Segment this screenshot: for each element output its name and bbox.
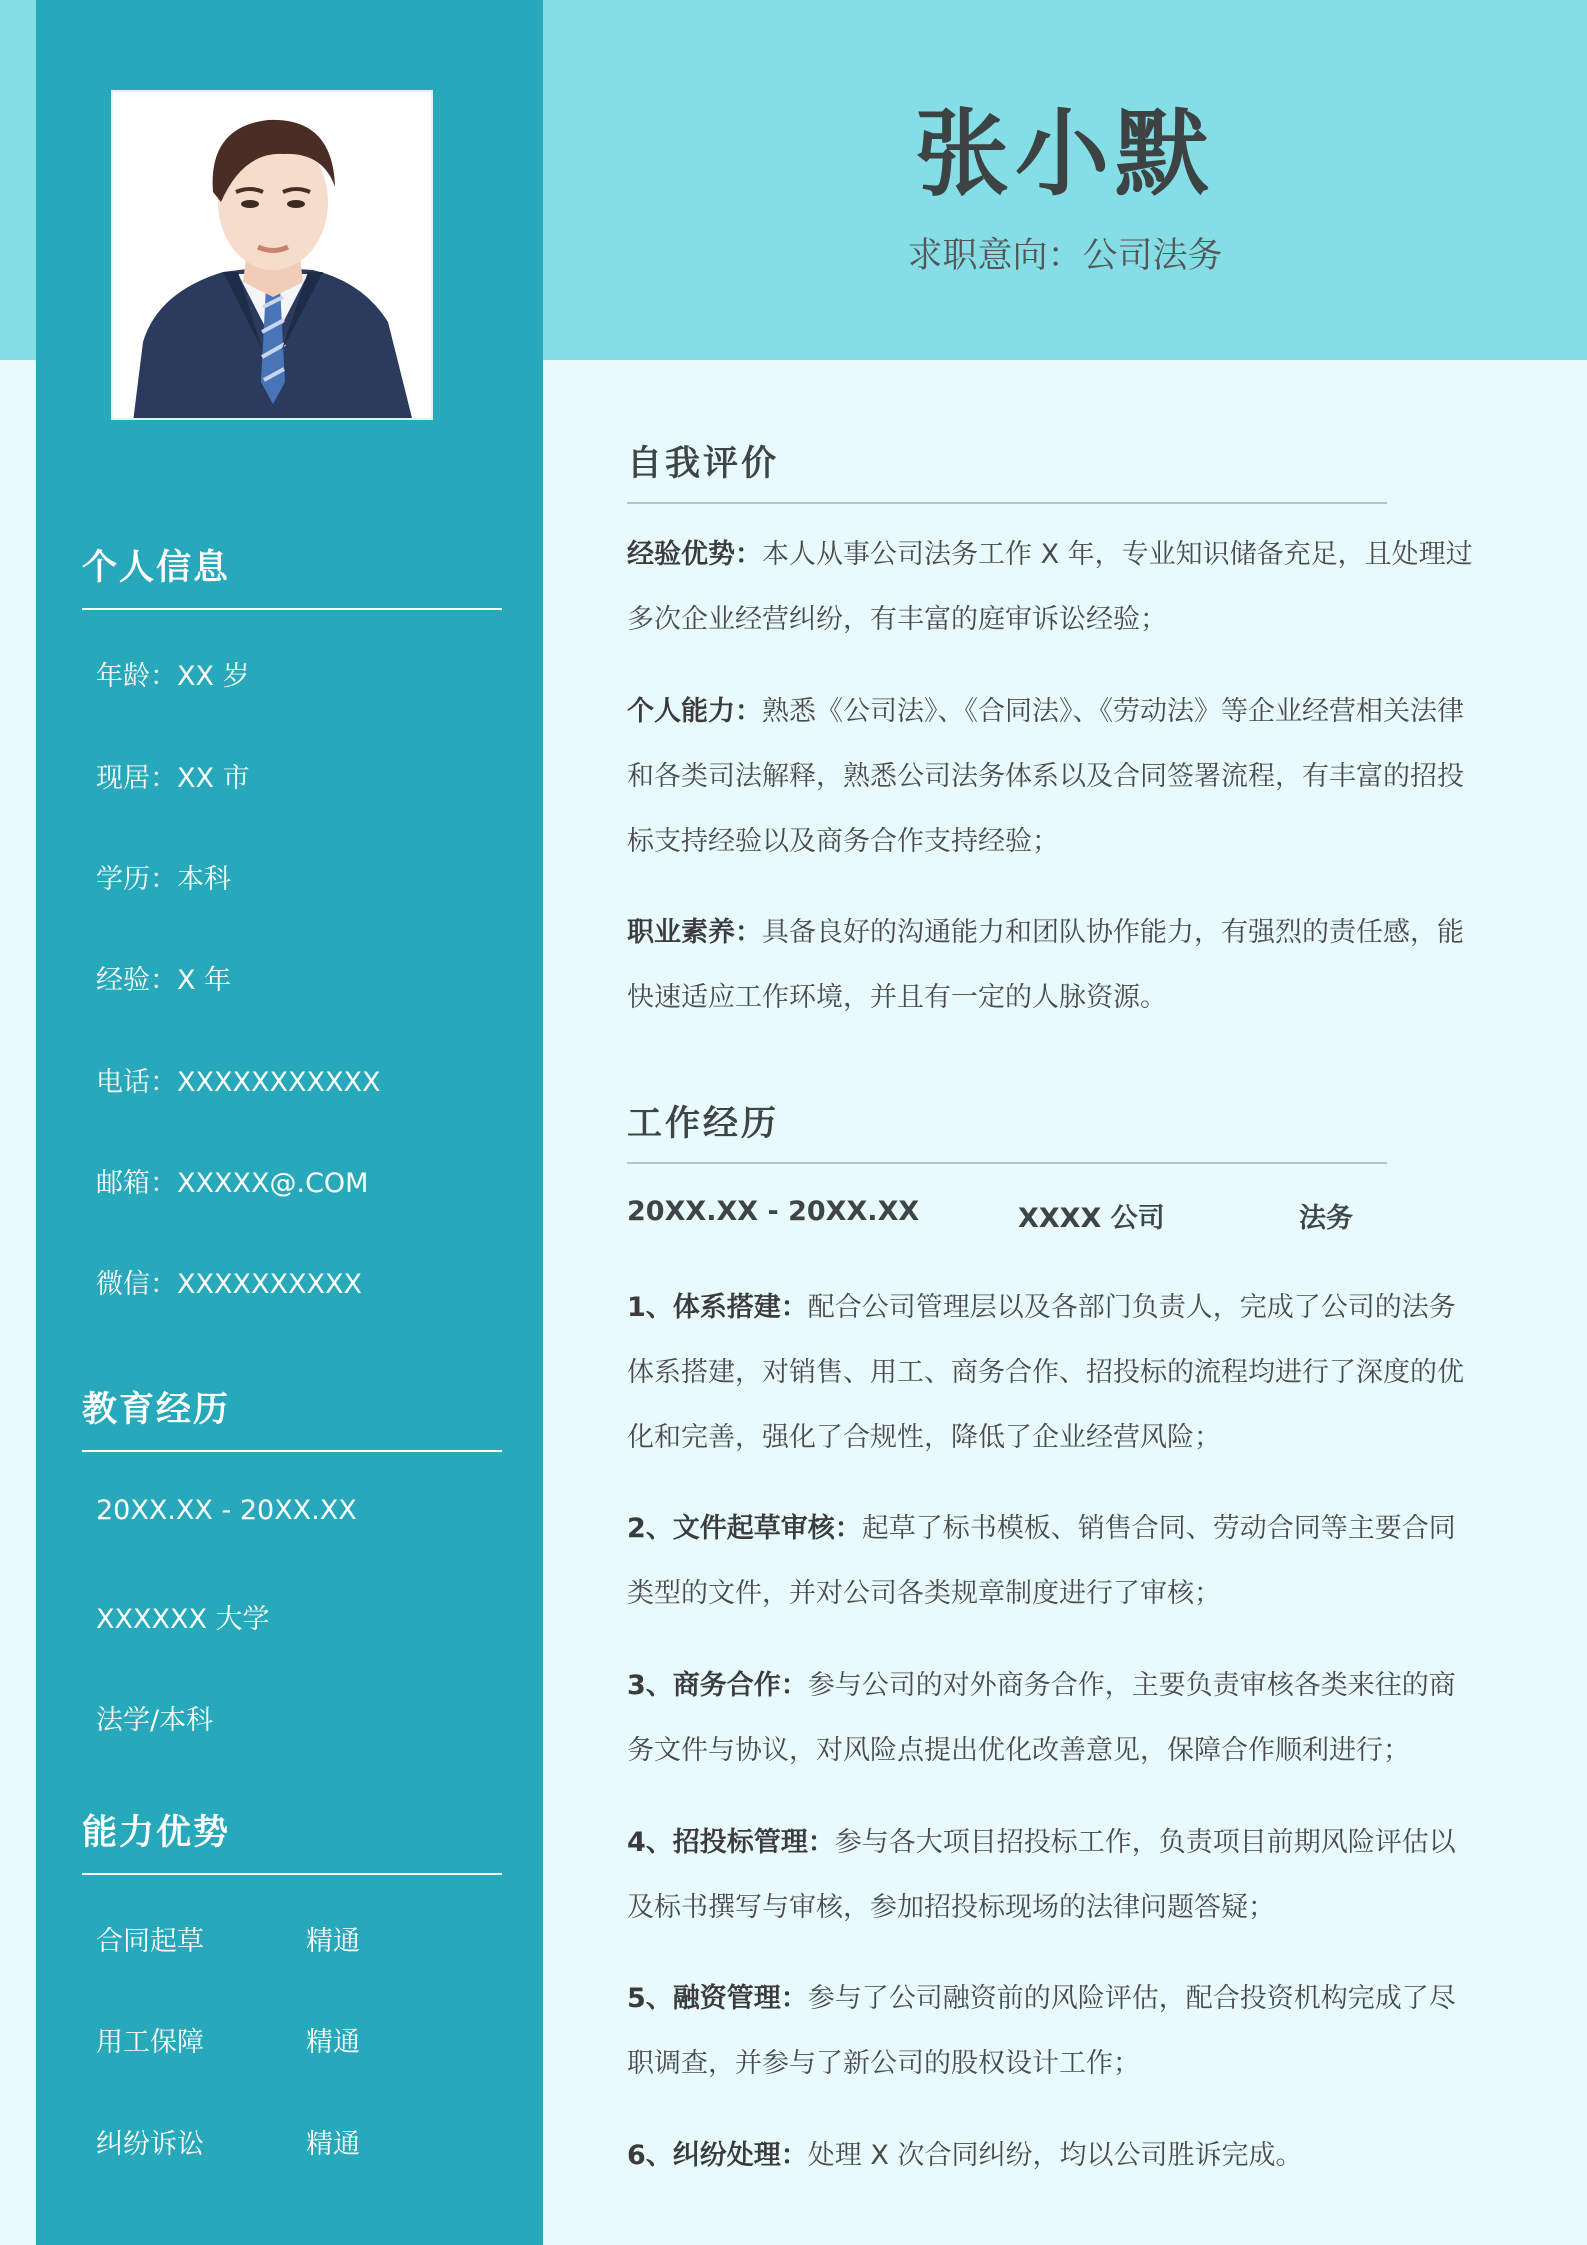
work-item-label: 6、纠纷处理：: [627, 2140, 808, 2171]
work-item-text: 配合公司管理层以及各部门负责人，完成了公司的法务体系搭建，对销售、用工、商务合作、招投标的流程均进行了深度的优化和完善，强化了合规性，降低了企业经营风险；: [627, 1292, 1464, 1453]
work-item-label: 4、招投标管理：: [627, 1827, 835, 1858]
self-eval-heading: 自我评价: [627, 436, 1387, 504]
work-item-label: 2、文件起草审核：: [627, 1513, 862, 1544]
skill-level: 精通: [306, 2027, 360, 2058]
skills-heading: 能力优势: [82, 1805, 502, 1875]
info-phone: 电话：XXXXXXXXXXX: [96, 1067, 381, 1098]
education-major: 法学/本科: [96, 1705, 214, 1736]
work-company: XXXX 公司: [1018, 1203, 1165, 1234]
work-item-text: 参与了公司融资前的风险评估，配合投资机构完成了尽职调查，并参与了新公司的股权设计工作；: [627, 1983, 1456, 2079]
skill-row: [96, 1919, 360, 1958]
header-band-left: [0, 0, 36, 360]
work-heading: 工作经历: [627, 1096, 1387, 1164]
work-period: 20XX.XX - 20XX.XX: [627, 1196, 920, 1227]
self-eval-text: 本人从事公司法务工作 X 年，专业知识储备充足，且处理过多次企业经营纠纷，有丰富的庭审诉讼经验；: [627, 539, 1473, 635]
work-item-label: 3、商务合作：: [627, 1670, 808, 1701]
info-wechat: 微信：XXXXXXXXXX: [96, 1269, 362, 1300]
work-item: [627, 1966, 1482, 2096]
personal-info-heading: 个人信息: [82, 540, 502, 610]
personal-info-section: [82, 540, 502, 610]
info-city: 现居：XX 市: [96, 763, 250, 794]
work-role: 法务: [1299, 1203, 1353, 1234]
avatar-illustration: [113, 92, 433, 420]
work-item: [627, 1653, 1482, 1783]
info-email: 邮箱：XXXXX@.COM: [96, 1168, 369, 1199]
skill-row: [96, 2122, 360, 2161]
self-eval-label: 个人能力：: [627, 696, 762, 727]
profile-photo: [111, 90, 433, 420]
info-degree: 学历：本科: [96, 864, 231, 895]
work-item-text: 处理 X 次合同纠纷，均以公司胜诉完成。: [807, 2140, 1303, 2171]
self-eval-label: 职业素养：: [627, 917, 762, 948]
skill-level: 精通: [306, 2129, 360, 2160]
work-item-text: 参与各大项目招投标工作，负责项目前期风险评估以及标书撰写与审核，参加招投标现场的法律问题答疑；: [627, 1827, 1456, 1923]
work-item: [627, 1275, 1482, 1470]
work-item: [627, 1810, 1482, 1940]
self-eval-text: 具备良好的沟通能力和团队协作能力，有强烈的责任感，能快速适应工作环境，并且有一定的人脉资源。: [627, 917, 1464, 1013]
work-item-text: 参与公司的对外商务合作，主要负责审核各类来往的商务文件与协议，对风险点提出优化改善意见，保障合作顺利进行；: [627, 1670, 1456, 1766]
work-item-label: 5、融资管理：: [627, 1983, 808, 2014]
skill-name: 用工保障: [96, 2027, 204, 2058]
work-item: [627, 1496, 1482, 1626]
education-period: 20XX.XX - 20XX.XX: [96, 1495, 357, 1526]
self-eval-label: 经验优势：: [627, 539, 762, 570]
skill-name: 合同起草: [96, 1926, 204, 1957]
skill-name: 纠纷诉讼: [96, 2129, 204, 2160]
self-eval-item: [627, 900, 1482, 1030]
self-eval-item: [627, 679, 1482, 874]
work-item-text: 起草了标书模板、销售合同、劳动合同等主要合同类型的文件，并对公司各类规章制度进行了审核；: [627, 1513, 1456, 1609]
sidebar: [36, 0, 543, 2245]
self-eval-text: 熟悉《公司法》、《合同法》、《劳动法》等企业经营相关法律和各类司法解释，熟悉公司法务体系以及合同签署流程，有丰富的招投标支持经验以及商务合作支持经验；: [627, 696, 1464, 857]
info-experience: 经验：X 年: [96, 965, 232, 996]
self-eval-item: [627, 522, 1482, 652]
skills-section: [82, 1805, 502, 1875]
education-section: [82, 1382, 502, 1452]
skill-level: 精通: [306, 1926, 360, 1957]
info-age: 年龄：XX 岁: [96, 661, 250, 692]
skill-row: [96, 2020, 360, 2059]
work-item: [627, 2123, 1482, 2188]
work-item-label: 1、体系搭建：: [627, 1292, 808, 1323]
candidate-name: 张小默: [914, 100, 1215, 209]
education-school: XXXXXX 大学: [96, 1604, 270, 1635]
education-heading: 教育经历: [82, 1382, 502, 1452]
job-intent: 求职意向：公司法务: [907, 236, 1223, 276]
